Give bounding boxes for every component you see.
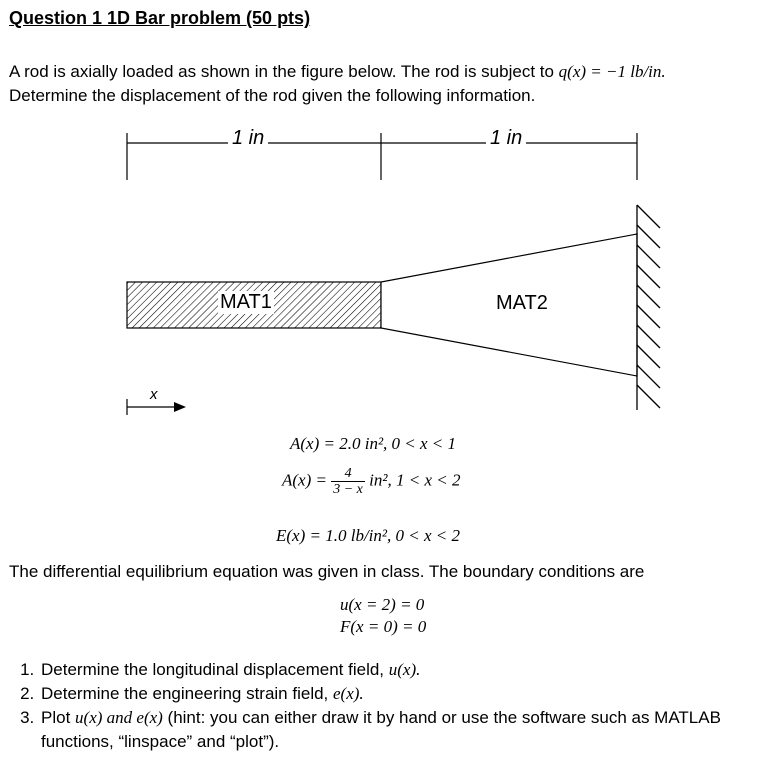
- dimension-label-left: 1 in: [228, 127, 268, 150]
- area2-fraction: [331, 466, 365, 497]
- question-item: 1. Determine the longitudinal displacement field, u(x).: [39, 658, 758, 682]
- bc-intro: The differential equilibrium equation was given in class. The boundary conditions are: [9, 562, 645, 581]
- dimension-lines: [127, 133, 637, 180]
- fixed-wall: [637, 205, 660, 410]
- area2-rhs: in², 1 < x < 2: [369, 470, 461, 490]
- load-equation: q(x) = −1 lb/in.: [558, 62, 666, 81]
- mat2-label: MAT2: [496, 292, 548, 314]
- intro-line-2: Determine the displacement of the rod given the following information.: [9, 86, 536, 105]
- intro-text: A rod is axially loaded as shown in the figure below. The rod is subject to: [9, 62, 559, 81]
- question-title: Question 1 1D Bar problem (50 pts): [9, 8, 311, 28]
- boundary-condition-1: u(x = 2) = 0: [340, 595, 425, 614]
- mat1-label: MAT1: [220, 291, 272, 313]
- boundary-condition-2: F(x = 0) = 0: [340, 617, 427, 636]
- question-list: [9, 658, 758, 754]
- area2-denominator: 3 − x: [333, 482, 363, 497]
- question-item: 2. Determine the engineering strain field, e(x).: [39, 682, 758, 706]
- modulus-equation: E(x) = 1.0 lb/in², 0 < x < 2: [276, 526, 460, 545]
- x-axis-label: x: [150, 386, 158, 403]
- area-equation-2: [282, 466, 460, 497]
- area2-numerator: 4: [344, 466, 352, 481]
- area2-lhs: A(x) =: [282, 470, 327, 490]
- dimension-label-right: 1 in: [486, 127, 526, 150]
- question-item: 3. Plot u(x) and e(x) (hint: you can either draw it by hand or use the software such as MATLAB functions, “linspace” and “plot”).: [39, 706, 758, 754]
- area-equation-1: A(x) = 2.0 in², 0 < x < 1: [290, 434, 457, 453]
